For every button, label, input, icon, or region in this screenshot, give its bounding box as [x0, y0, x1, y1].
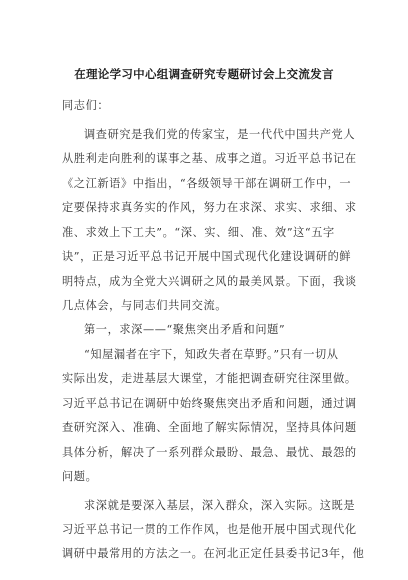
paragraph-line: 《之江新语》中指出，“各级领导干部在调研工作中，一 [62, 177, 352, 190]
paragraph-line: 明特点，成为全党大兴调研之风的最美风景。下面，我谈 [62, 275, 357, 288]
paragraph-line: 实际出发，走进基层大课堂，才能把调查研究往深里做。 [62, 372, 357, 385]
paragraph-line: 调查研究是我们党的传家宝，是一代代中国共产党人 [84, 128, 356, 141]
paragraph-line: 查研究深入、准确、全面地了解实际情况，坚持具体问题 [62, 421, 357, 434]
paragraph-line: 问题。 [62, 470, 98, 483]
paragraph-line: “知屋漏者在宇下，知政失者在草野。”只有一切从 [84, 348, 339, 361]
paragraph-line: 定要保持求真务实的作风，努力在求深、求实、求细、求 [62, 201, 357, 214]
paragraph-line: 习近平总书记一贯的工作作风，也是他开展中国式现代化 [62, 523, 357, 536]
salutation: 同志们： [62, 99, 110, 112]
paragraph-line: 调研中最常用的方法之一。在河北正定任县委书记3年，他 [62, 547, 365, 560]
paragraph-line: 诀”，正是习近平总书记开展中国式现代化建设调研的鲜 [62, 250, 352, 263]
paragraph-line: 习近平总书记在调研中始终聚焦突出矛盾和问题，通过调 [62, 397, 357, 410]
document-title: 在理论学习中心组调查研究专题研讨会上交流发言 [74, 67, 334, 81]
paragraph-line: 求深就是要深入基层，深入群众，深入实际。这既是 [84, 499, 356, 512]
paragraph-line: 几点体会，与同志们共同交流。 [62, 299, 228, 312]
section-heading: 第一，求深——“聚焦突出矛盾和问题” [84, 323, 286, 336]
paragraph-line: 从胜利走向胜利的谋事之基、成事之道。习近平总书记在 [62, 152, 357, 165]
paragraph-line: 具体分析，解决了一系列群众最盼、最急、最忧、最怨的 [62, 446, 357, 459]
paragraph-line: 准、求效上下工夫”。“深、实、细、准、效”这“五字 [62, 226, 335, 239]
